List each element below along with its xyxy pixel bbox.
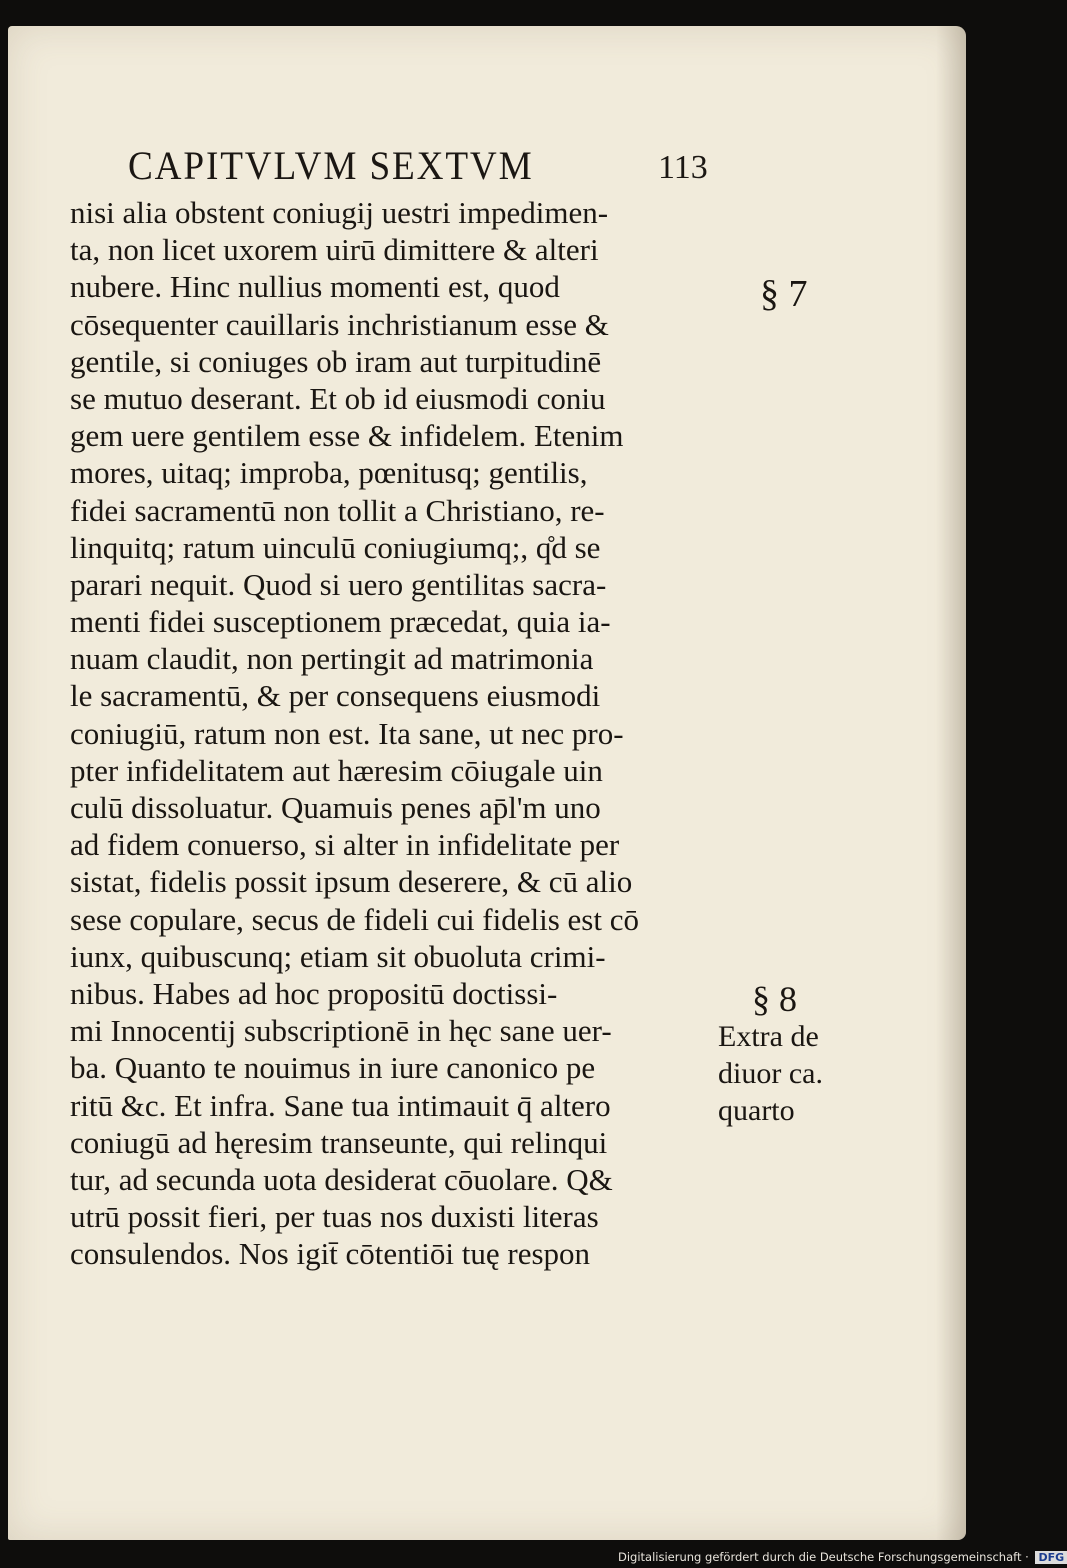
text-line: culū dissoluatur. Quamuis penes ap̄l'm uno bbox=[70, 790, 601, 825]
book-page bbox=[8, 26, 966, 1540]
text-line: mores, uitaq; improba, pœnitusq; gentilis, bbox=[70, 455, 588, 491]
page-edge-shading bbox=[936, 26, 966, 1540]
text-line: coniugū ad hęresim transeunte, qui relinqui bbox=[70, 1124, 608, 1160]
margin-gloss bbox=[718, 1018, 823, 1130]
digitization-credit: Digitalisierung gefördert durch die Deutsche Forschungsgemeinschaft · DFG bbox=[618, 1549, 996, 1565]
gloss-line: diuor ca. bbox=[718, 1057, 823, 1091]
credit-text: Digitalisierung gefördert durch die Deutsche Forschungsgemeinschaft bbox=[618, 1550, 1022, 1564]
text-line: ad fidem conuerso, si alter in infidelitate per bbox=[70, 827, 620, 863]
text-line: parari nequit. Quod si uero gentilitas sacra- bbox=[70, 566, 607, 602]
margin-section-7: § 7 bbox=[760, 273, 808, 315]
text-line: se mutuo deserant. Et ob id eiusmodi coniu bbox=[70, 380, 606, 416]
text-line: fidei sacramentū non tollit a Christiano, re- bbox=[70, 492, 605, 528]
page-number: 113 bbox=[658, 149, 708, 186]
text-line: coniugiū, ratum non est. Ita sane, ut nec pro- bbox=[70, 715, 624, 751]
text-line: menti fidei susceptionem præcedat, quia ia- bbox=[70, 604, 611, 640]
running-head bbox=[128, 140, 728, 192]
text-line: ta, non licet uxorem uirū dimittere & alteri bbox=[70, 232, 599, 268]
gloss-line: Extra de bbox=[718, 1020, 819, 1053]
text-line: sistat, fidelis possit ipsum deserere, & cū alio bbox=[70, 864, 633, 900]
text-line: pter infidelitatem aut hæresim cōiugale uin bbox=[70, 752, 603, 788]
text-line: gentile, si coniuges ob iram aut turpitudinē bbox=[70, 343, 602, 379]
text-line: nubere. Hinc nullius momenti est, quod bbox=[70, 269, 560, 305]
chapter-title: CAPITVLVM SEXTVM bbox=[128, 143, 534, 188]
text-line: iunx, quibuscunq; etiam sit obuoluta crimi- bbox=[70, 938, 606, 974]
text-line: ba. Quanto te nouimus in iure canonico pe bbox=[70, 1050, 596, 1086]
margin-section-8: § 8 bbox=[752, 979, 797, 1019]
dfg-logo-icon: DFG bbox=[1035, 1551, 1067, 1564]
text-line: cōsequenter cauillaris inchristianum esse & bbox=[70, 306, 609, 342]
text-line: sese copulare, secus de fideli cui fidelis est cō bbox=[70, 901, 639, 937]
text-line: linquitq; ratum uinculū coniugiumq;, q̊d se bbox=[70, 529, 601, 565]
text-line: nisi alia obstent coniugij uestri impedimen- bbox=[70, 195, 609, 230]
text-line: nuam claudit, non pertingit ad matrimonia bbox=[70, 641, 594, 677]
text-line: le sacramentū, & per consequens eiusmodi bbox=[70, 678, 601, 714]
text-line: ritū &c. Et infra. Sane tua intimauit q̄ altero bbox=[70, 1087, 611, 1123]
text-line: utrū possit fieri, per tuas nos duxisti literas bbox=[70, 1199, 599, 1235]
text-line: nibus. Habes ad hoc propositū doctissi- bbox=[70, 975, 558, 1011]
text-line: gem uere gentilem esse & infidelem. Etenim bbox=[70, 418, 624, 454]
text-line: tur, ad secunda uota desiderat cōuolare. Q& bbox=[70, 1161, 613, 1197]
main-text-block bbox=[70, 194, 720, 1272]
text-line: mi Innocentij subscriptionē in hęc sane uer- bbox=[70, 1013, 612, 1049]
gloss-line: quarto bbox=[718, 1094, 795, 1128]
text-line: consulendos. Nos igit̄ cōtentiōi tuę respon bbox=[70, 1236, 591, 1272]
